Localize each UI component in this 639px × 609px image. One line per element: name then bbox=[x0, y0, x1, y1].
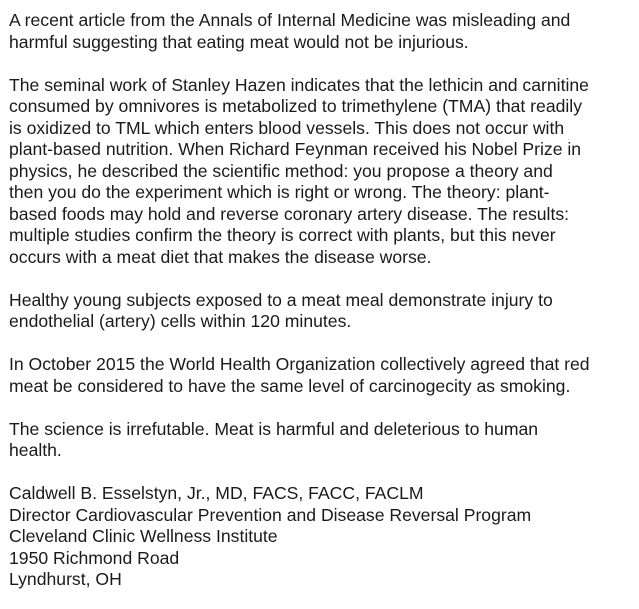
text-line: multiple studies confirm the theory is correct with plants, but this never bbox=[9, 225, 556, 245]
text-line: endothelial (artery) cells within 120 minutes. bbox=[9, 311, 352, 331]
signature-street: 1950 Richmond Road bbox=[9, 547, 180, 568]
signature-title: Director Cardiovascular Prevention and Disease Reversal Program bbox=[9, 504, 532, 525]
paragraph-who bbox=[9, 354, 635, 397]
text-line: occurs with a meat diet that makes the disease worse. bbox=[9, 246, 432, 267]
signature-block bbox=[9, 483, 635, 591]
letter-document bbox=[9, 10, 635, 591]
paragraph-conclusion bbox=[9, 419, 635, 462]
signature-organization: Cleveland Clinic Wellness Institute bbox=[9, 526, 278, 546]
paragraph-endothelial bbox=[9, 290, 635, 333]
text-line: harmful suggesting that eating meat would not be injurious. bbox=[9, 31, 469, 52]
signature-name: Caldwell B. Esselstyn, Jr., MD, FACS, FACC, FACLM bbox=[9, 483, 424, 503]
signature-city: Lyndhurst, OH bbox=[9, 569, 122, 589]
text-line: The science is irrefutable. Meat is harmful and deleterious to human bbox=[9, 418, 539, 439]
text-line: consumed by omnivores is metabolized to trimethylene (TMA) that readily bbox=[9, 96, 583, 116]
text-line: based foods may hold and reverse coronary artery disease. The results: bbox=[9, 203, 570, 224]
text-line: then you do the experiment which is right or wrong. The theory: plant- bbox=[9, 182, 550, 202]
paragraph-intro bbox=[9, 10, 635, 53]
text-line: meat be considered to have the same level of carcinogecity as smoking. bbox=[9, 375, 571, 396]
text-line: A recent article from the Annals of Internal Medicine was misleading and bbox=[9, 10, 571, 30]
text-line: is oxidized to TML which enters blood vessels. This does not occur with bbox=[9, 117, 565, 138]
text-line: physics, he described the scientific method: you propose a theory and bbox=[9, 160, 553, 181]
text-line: health. bbox=[9, 440, 62, 460]
paragraph-hazen-feynman bbox=[9, 75, 635, 269]
text-line: plant-based nutrition. When Richard Feynman received his Nobel Prize in bbox=[9, 139, 582, 159]
text-line: The seminal work of Stanley Hazen indicates that the lethicin and carnitine bbox=[9, 74, 589, 95]
text-line: Healthy young subjects exposed to a meat meal demonstrate injury to bbox=[9, 289, 553, 310]
text-line: In October 2015 the World Health Organization collectively agreed that red bbox=[9, 354, 590, 374]
